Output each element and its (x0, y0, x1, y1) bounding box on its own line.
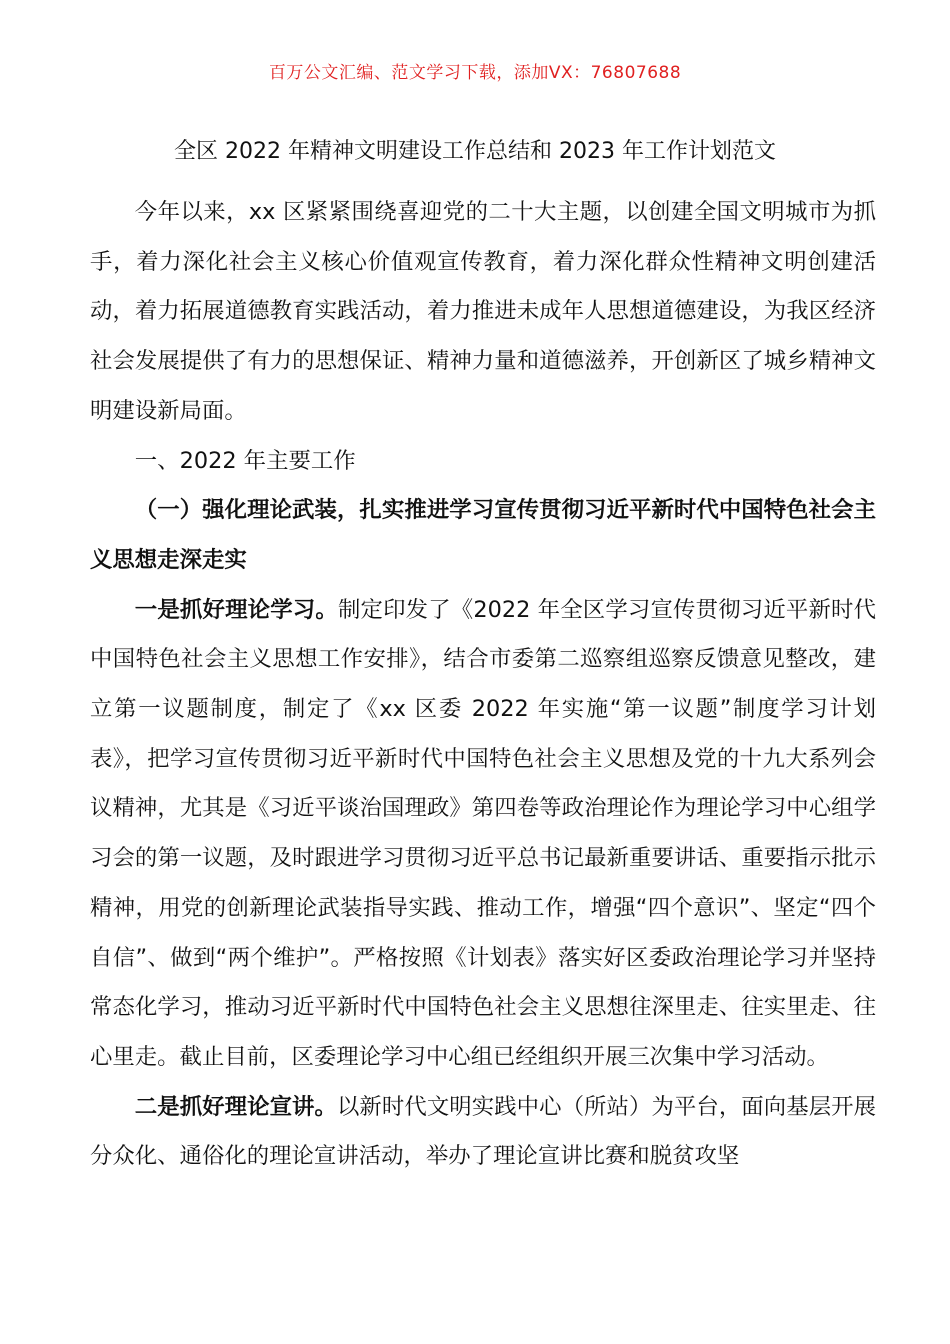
intro-paragraph: 今年以来，xx 区紧紧围绕喜迎党的二十大主题，以创建全国文明城市为抓手，着力深化社会主义核心价值观宣传教育，着力深化群众性精神文明创建活动，着力拓展道德教育实践活动，着力推进未成年人思想道德建设，为我区经济社会发展提供了有力的思想保证、精神力量和道德滋养，开创新区了城乡精神文明建设新局面。 (90, 199, 876, 424)
item-lead-2: 二是抓好理论宣讲。 (134, 1093, 337, 1120)
item-paragraph-1 (90, 586, 876, 1083)
document-title: 全区 2022 年精神文明建设工作总结和 2023 年工作计划范文 (174, 139, 776, 164)
item-text-2: 以新时代文明实践中心（所站）为平台，面向基层开展分众化、通俗化的理论宣讲活动，举办了理论宣讲比赛和脱贫攻坚 (90, 1093, 877, 1170)
item-text-1: 制定印发了《2022 年全区学习宣传贯彻习近平新时代中国特色社会主义思想工作安排》，结合市委第二巡察组巡察反馈意见整改，建立第一议题制度，制定了《xx 区委 2022 年实施“第一议题”制度学习计划表》，把学习宣传贯彻习近平新时代中国特色社会主义思想及党的十九大系列会议精神，尤其是《习近平谈治国理政》第四卷等政治理论作为理论学习中心组学习会的第一议题，及时跟进学习贯彻习近平总书记最新重要讲话、重要指示批示精神，用党的创新理论武装指导实践、推动工作，增强“四个意识”、坚定“四个自信”、做到“两个维护”。严格按照《计划表》落实好区委政治理论学习并坚持常态化学习，推动习近平新时代中国特色社会主义思想往深里走、往实里走、往心里走。截止目前，区委理论学习中心组已经组织开展三次集中学习活动。 (90, 596, 877, 1070)
subsection-heading: （一）强化理论武装，扎实推进学习宣传贯彻习近平新时代中国特色社会主义思想走深走实 (90, 497, 876, 573)
document-body (90, 188, 876, 1182)
item-paragraph-2 (90, 1083, 876, 1182)
item-lead-1: 一是抓好理论学习。 (134, 596, 338, 623)
watermark-banner: 百万公文汇编、范文学习下载，添加VX：76807688 (268, 63, 682, 83)
section-heading: 一、2022 年主要工作 (134, 447, 356, 474)
